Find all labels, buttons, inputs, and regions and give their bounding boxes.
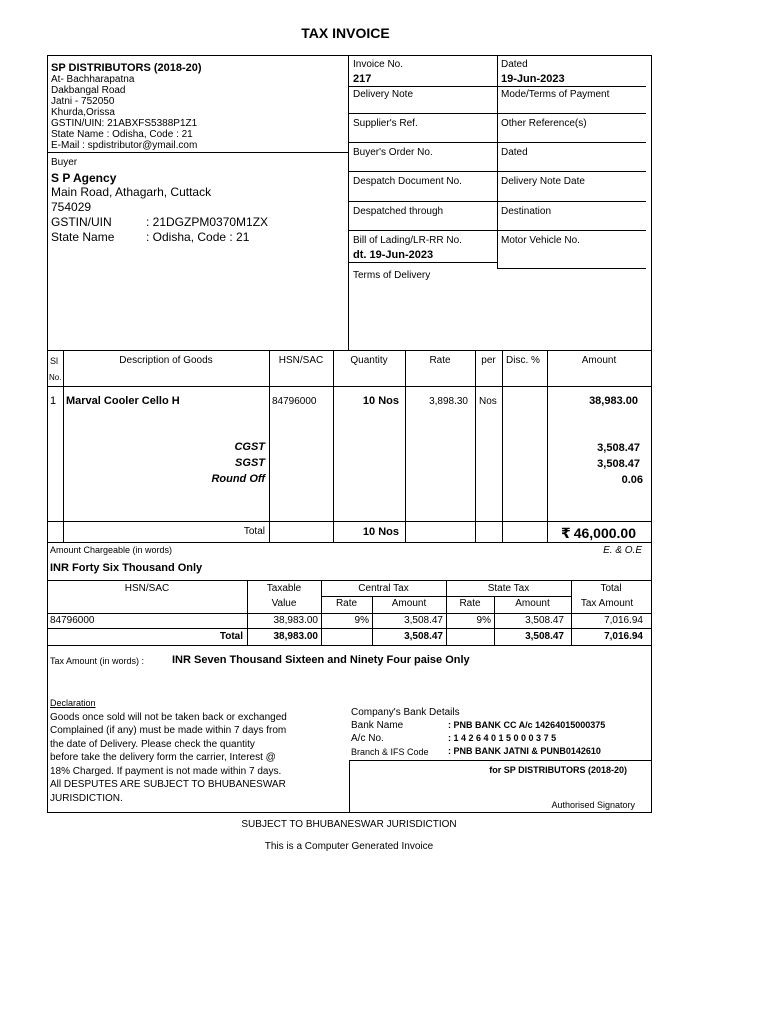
tax-col-hsn: HSN/SAC <box>124 583 170 594</box>
bank-ifs-label: Branch & IFS Code <box>351 747 429 757</box>
buyer-label: Buyer <box>51 157 78 168</box>
invoice-no-label: Invoice No. <box>353 59 404 70</box>
bank-name-value: : PNB BANK CC A/c 14264015000375 <box>448 720 606 730</box>
tax-row-taxable: 38,983.00 <box>273 615 318 626</box>
tax-row-total: 7,016.94 <box>604 615 643 626</box>
col-divider <box>269 350 270 542</box>
tax-total-total: 7,016.94 <box>604 631 643 642</box>
tax-label-cgst: CGST <box>234 441 265 453</box>
tax-col-c-amt: Amount <box>391 598 427 609</box>
declaration-line: 18% Charged. If payment is not made within 7 days. <box>50 766 282 777</box>
tax-col-taxable-2: Value <box>271 598 297 609</box>
tax-col-s-rate: Rate <box>459 598 481 609</box>
tax-table-bottom <box>47 645 651 646</box>
total-label: Total <box>243 526 265 537</box>
tax-col-central: Central Tax <box>358 583 409 594</box>
items-bottom-line <box>47 542 651 543</box>
total-qty: 10 Nos <box>362 526 399 538</box>
tax-row-s-amt: 3,508.47 <box>525 615 564 626</box>
words-value: INR Forty Six Thousand Only <box>50 562 203 574</box>
seller-state: State Name : Odisha, Code : 21 <box>51 129 193 140</box>
currency-symbol: ₹ <box>561 525 571 541</box>
tax-amount-sgst: 3,508.47 <box>597 458 640 470</box>
bank-title: Company's Bank Details <box>351 707 460 718</box>
terms-of-delivery: Terms of Delivery <box>353 270 431 281</box>
signatory-top <box>349 760 651 761</box>
col-sl: Sl <box>50 356 59 366</box>
meta-row-line <box>348 171 646 172</box>
buyer-gstin-value: : 21DGZPM0370M1ZX <box>146 215 269 229</box>
declaration-line: Goods once sold will not be taken back or exchanged <box>50 712 287 723</box>
seller-address-line: Khurda,Orissa <box>51 107 115 118</box>
bank-ac-value: : 1 4 2 6 4 0 1 5 0 0 0 3 7 5 <box>448 733 557 743</box>
motor-vehicle: Motor Vehicle No. <box>501 235 580 246</box>
tax-table-row-line <box>47 628 651 629</box>
tax-row-s-rate: 9% <box>476 615 491 626</box>
meta-row-line <box>348 201 646 202</box>
bank-ifs-value: : PNB BANK JATNI & PUNB0142610 <box>448 746 601 756</box>
tax-words-value: INR Seven Thousand Sixteen and Ninety Four paise Only <box>172 654 470 666</box>
other-ref: Other Reference(s) <box>501 118 587 129</box>
col-sl-no: No. <box>49 373 62 382</box>
buyers-order: Buyer's Order No. <box>353 147 433 158</box>
items-top-line <box>47 350 651 351</box>
col-desc: Description of Goods <box>119 355 213 366</box>
bill-of-lading: Bill of Lading/LR-RR No. <box>353 235 462 246</box>
seller-email: E-Mail : spdistributor@ymail.com <box>51 140 198 151</box>
invoice-title: TAX INVOICE <box>301 25 390 41</box>
meta-row-line <box>497 268 646 269</box>
delivery-note: Delivery Note <box>353 89 414 100</box>
dated-label: Dated <box>501 59 528 70</box>
mode-terms: Mode/Terms of Payment <box>501 89 610 100</box>
tax-total-label: Total <box>219 631 243 642</box>
invoice-no: 217 <box>353 73 372 85</box>
declaration-line: Complained (if any) must be made within 7 days from <box>50 725 287 736</box>
buyer-state-label: State Name <box>51 230 115 244</box>
frame-left <box>47 55 48 813</box>
tax-words-label: Tax Amount (in words) : <box>50 656 145 666</box>
item-desc: Marval Cooler Cello H <box>66 395 180 407</box>
tax-col-total-2: Tax Amount <box>580 598 634 609</box>
declaration-line: before take the delivery form the carrier, Interest @ <box>50 752 276 763</box>
tax-row-c-rate: 9% <box>354 615 369 626</box>
items-total-line <box>47 521 651 522</box>
item-amount: 38,983.00 <box>589 395 638 407</box>
tax-col-s-amt: Amount <box>515 598 550 609</box>
item-qty: 10 Nos <box>362 395 399 407</box>
footer-computer-generated: This is a Computer Generated Invoice <box>264 841 434 852</box>
bank-ac-label: A/c No. <box>351 733 384 744</box>
meta-divider-left <box>348 55 349 350</box>
meta-row-line <box>348 86 646 87</box>
buyer-address: Main Road, Athagarh, Cuttack <box>51 185 212 199</box>
buyer-name: S P Agency <box>51 171 117 185</box>
buyer-pin: 754029 <box>51 200 92 214</box>
col-divider <box>475 350 476 542</box>
eoe: E. & O.E <box>603 545 642 556</box>
tax-col-state: State Tax <box>487 583 530 594</box>
declaration-line: All DESPUTES ARE SUBJECT TO BHUBANESWAR <box>50 779 286 790</box>
tax-total-s-amt: 3,508.47 <box>525 631 564 642</box>
col-divider <box>405 350 406 542</box>
declaration-line: JURISDICTION. <box>50 793 123 804</box>
col-divider <box>333 350 334 542</box>
footer-jurisdiction: SUBJECT TO BHUBANESWAR JURISDICTION <box>241 819 457 830</box>
meta-row-line <box>348 230 646 231</box>
col-divider <box>502 350 503 542</box>
total-amount: 46,000.00 <box>573 525 636 541</box>
seller-gstin: GSTIN/UIN: 21ABXFS5388P1Z1 <box>51 118 198 129</box>
item-per: Nos <box>479 396 497 407</box>
meta-row-line <box>348 262 497 263</box>
col-rate: Rate <box>429 355 451 366</box>
declaration-title: Declaration <box>50 698 96 708</box>
tax-table-top <box>47 580 651 581</box>
seller-name: SP DISTRIBUTORS (2018-20) <box>51 62 202 74</box>
signatory-for: for SP DISTRIBUTORS (2018-20) <box>489 765 627 775</box>
frame-top <box>47 55 651 56</box>
bank-name-label: Bank Name <box>351 720 404 731</box>
tax-row-c-amt: 3,508.47 <box>404 615 443 626</box>
declaration-line: the date of Delivery. Please check the quantity <box>50 739 255 750</box>
tax-col-taxable: Taxable <box>266 583 302 594</box>
bill-date: dt. 19-Jun-2023 <box>353 249 434 261</box>
tax-label-roundoff: Round Off <box>211 473 265 485</box>
seller-address-line: Dakbangal Road <box>51 85 126 96</box>
item-rate: 3,898.30 <box>429 396 468 407</box>
dated2: Dated <box>501 147 528 158</box>
tax-label-sgst: SGST <box>235 457 265 469</box>
dated-value: 19-Jun-2023 <box>501 73 565 85</box>
tax-total-c-amt: 3,508.47 <box>404 631 443 642</box>
frame-right <box>651 55 652 813</box>
col-hsn: HSN/SAC <box>278 355 324 366</box>
items-header-line <box>47 386 651 387</box>
words-label: Amount Chargeable (in words) <box>50 545 173 555</box>
seller-address-line: Jatni - 752050 <box>51 96 115 107</box>
suppliers-ref: Supplier's Ref. <box>353 118 418 129</box>
col-amount: Amount <box>581 355 617 366</box>
meta-divider-mid <box>497 55 498 269</box>
authorised-signatory: Authorised Signatory <box>551 800 635 810</box>
seller-address-line: At- Bachharapatna <box>51 74 135 85</box>
tax-amount-cgst: 3,508.47 <box>597 442 640 454</box>
tax-table-header-line <box>47 613 651 614</box>
seller-divider <box>47 152 348 153</box>
meta-row-line <box>348 113 646 114</box>
tax-total-taxable: 38,983.00 <box>273 631 318 642</box>
tax-col-c-rate: Rate <box>335 598 358 609</box>
tax-amount-roundoff: 0.06 <box>621 474 643 486</box>
col-qty: Quantity <box>350 355 388 366</box>
buyer-gstin-label: GSTIN/UIN <box>51 215 112 229</box>
destination: Destination <box>501 206 552 217</box>
frame-bottom <box>47 812 651 813</box>
tax-row-hsn: 84796000 <box>50 615 95 626</box>
col-disc: Disc. % <box>506 355 540 366</box>
despatch-doc: Despatch Document No. <box>353 176 462 187</box>
delivery-note-date: Delivery Note Date <box>501 176 585 187</box>
buyer-state-value: : Odisha, Code : 21 <box>146 230 250 244</box>
col-per: per <box>481 355 496 366</box>
despatched-through: Despatched through <box>353 206 444 217</box>
meta-row-line <box>348 142 646 143</box>
item-sl: 1 <box>50 395 57 407</box>
tax-col-total: Total <box>600 583 622 594</box>
item-hsn: 84796000 <box>272 396 317 407</box>
